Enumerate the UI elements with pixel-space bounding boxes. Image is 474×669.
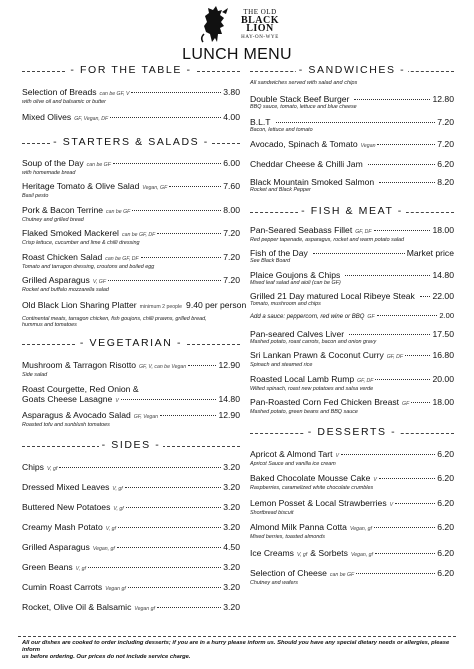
- menu-item: Pan-Roasted Corn Fed Chicken Breast GF 18.00 Mashed potato, green beans and BBQ sauce: [250, 397, 454, 415]
- section-header-starters: - STARTERS & SALADS -: [22, 136, 240, 150]
- menu-item: Selection of Breads can be GF, V 3.80 with olive oil and balsamic or butter: [22, 87, 240, 105]
- right-column: [250, 64, 454, 586]
- menu-item: Asparagus & Avocado Salad GF, Vegan 12.90 Roasted tofu and sunblush tomatoes: [22, 410, 240, 428]
- menu-item: Roasted Local Lamb Rump GF, DF 20.00 Wilted spinach, roast new potatoes and salsa verde: [250, 373, 454, 392]
- footer-note: [22, 640, 454, 661]
- menu-item: Grilled Asparagus V, GF 7.20 Rocket and buffalo mozzarella salad: [22, 275, 240, 293]
- menu-item: Flaked Smoked Mackerel can be GF, DF 7.20 Crisp lettuce, cucumber and lime & chilli dressing: [22, 228, 240, 246]
- section-header-sides: - SIDES -: [22, 439, 240, 453]
- side-item: Rocket, Olive Oil & Balsamic Vegan gf 3.20: [22, 601, 240, 612]
- menu-item: Mixed Olives GF, Vegan, DF 4.00: [22, 111, 240, 122]
- menu-item: Soup of the Day can be GF 6.00 with homemade bread: [22, 157, 240, 176]
- lion-icon: [198, 4, 234, 44]
- left-column: [22, 64, 247, 614]
- dessert-item: Selection of Cheese can be GF 6.20 Chutney and wafers: [250, 567, 454, 586]
- side-item: Buttered New Potatoes V, gf 3.20: [22, 501, 240, 512]
- menu-item: Black Mountain Smoked Salmon 8.20 Rocket and Black Pepper: [250, 177, 454, 193]
- side-item: Grilled Asparagus Vegan, gf 4.50: [22, 541, 240, 552]
- menu-item: Grilled 21 Day matured Local Ribeye Steak 22.00 Tomato, mushroom and chips: [250, 291, 454, 307]
- menu-item: B.L.T 7.20 Bacon, lettuce and tomato: [250, 116, 454, 133]
- section-header-vegetarian: - VEGETARIAN -: [22, 337, 240, 351]
- page-title: LUNCH MENU: [182, 46, 292, 63]
- menu-item: Pork & Bacon Terrine can be GF 8.00 Chutney and grilled bread: [22, 204, 240, 223]
- menu-item: Cheddar Cheese & Chilli Jam 6.20: [250, 159, 454, 169]
- section-header-for-the-table: - FOR THE TABLE -: [22, 64, 240, 78]
- side-item: Chips V, gf 3.20: [22, 461, 240, 472]
- dessert-item: Almond Milk Panna Cotta Vegan, gf 6.20 Mixed berries, toasted almonds: [250, 522, 454, 540]
- dessert-item: Apricot & Almond Tart V 6.20 Apricot Sauce and vanilla ice cream: [250, 448, 454, 467]
- section-header-fish-meat: - FISH & MEAT -: [250, 205, 454, 219]
- logo: [198, 4, 284, 44]
- menu-item: Roast Chicken Salad can be GF, DF 7.20 Tomato and tarragon dressing, croutons and boiled egg: [22, 251, 240, 270]
- menu-item: Heritage Tomato & Olive Salad Vegan, GF 7.60 Basil pesto: [22, 181, 240, 199]
- side-item: Cumin Roast Carrots Vegan gf 3.20: [22, 581, 240, 592]
- logo-line-lion: LION: [246, 23, 274, 34]
- dessert-item: Baked Chocolate Mousse Cake V 6.20 Raspberries, caramelized white chocolate crumbles: [250, 473, 454, 491]
- logo-line-black: BLACK: [240, 14, 280, 26]
- menu-item: Mushroom & Tarragon Risotto GF, V, can be Vegan 12.90 Side salad: [22, 359, 240, 378]
- sandwiches-note: All sandwiches served with salad and chips: [250, 80, 358, 86]
- menu-item: Sri Lankan Prawn & Coconut Curry GF, DF 16.80 Spinach and steamed rice: [250, 350, 454, 368]
- menu-item-sharing-platter: Old Black Lion Sharing Platter minimum 2 people 9.40 per person Continental meats, tarragon chicken, fish goujons, chilli prawns, grilled bread, hummus and tomatoes: [22, 299, 247, 328]
- footer-divider: [18, 636, 456, 637]
- menu-item-sauce: Add a sauce: peppercorn, red wine or BBQ GF 2.00: [250, 310, 454, 320]
- menu-item: Roast Courgette, Red Onion & Goats Cheese Lasagne V 14.80: [22, 384, 240, 404]
- menu-item: Double Stack Beef Burger 12.80 BBQ sauce, tomato, lettuce and blue cheese: [250, 94, 454, 110]
- footer-line-2: us before ordering. Our prices do not include service charge.: [22, 654, 191, 660]
- dessert-item: Ice Creams V, gf & Sorbets Vegan, gf 6.20: [250, 547, 454, 558]
- menu-item: Pan-seared Calves Liver 17.50 Mashed potato, roast carrots, bacon and onion gravy: [250, 328, 454, 345]
- menu-item: Pan-Seared Seabass Fillet GF, DF 18.00 Red pepper tapenade, asparagus, rocket and warm potato salad: [250, 224, 454, 243]
- side-item: Creamy Mash Potato V, gf 3.20: [22, 521, 240, 532]
- menu-item: Avocado, Spinach & Tomato Vegan 7.20: [250, 139, 454, 149]
- logo-line-the-old: THE OLD: [243, 8, 277, 16]
- side-item: Green Beans V, gf 3.20: [22, 561, 240, 572]
- menu-item: Plaice Goujons & Chips 14.80 Mixed leaf salad and aioli (can be GF): [250, 269, 454, 286]
- section-header-sandwiches: - SANDWICHES -: [250, 64, 454, 78]
- side-item: Dressed Mixed Leaves V, gf 3.20: [22, 481, 240, 492]
- section-header-desserts: - DESSERTS -: [250, 426, 454, 440]
- footer-line-1: All our dishes are cooked to order including desserts; if you are in a hurry please inform us. Should you have any special dietary needs or allergies, please inform: [22, 640, 450, 653]
- logo-line-location: HAY-ON-WYE: [241, 34, 279, 40]
- dessert-item: Lemon Posset & Local Strawberries V 6.20 Shortbread biscuit: [250, 497, 454, 516]
- menu-item: Fish of the Day Market price See Black Board: [250, 248, 454, 264]
